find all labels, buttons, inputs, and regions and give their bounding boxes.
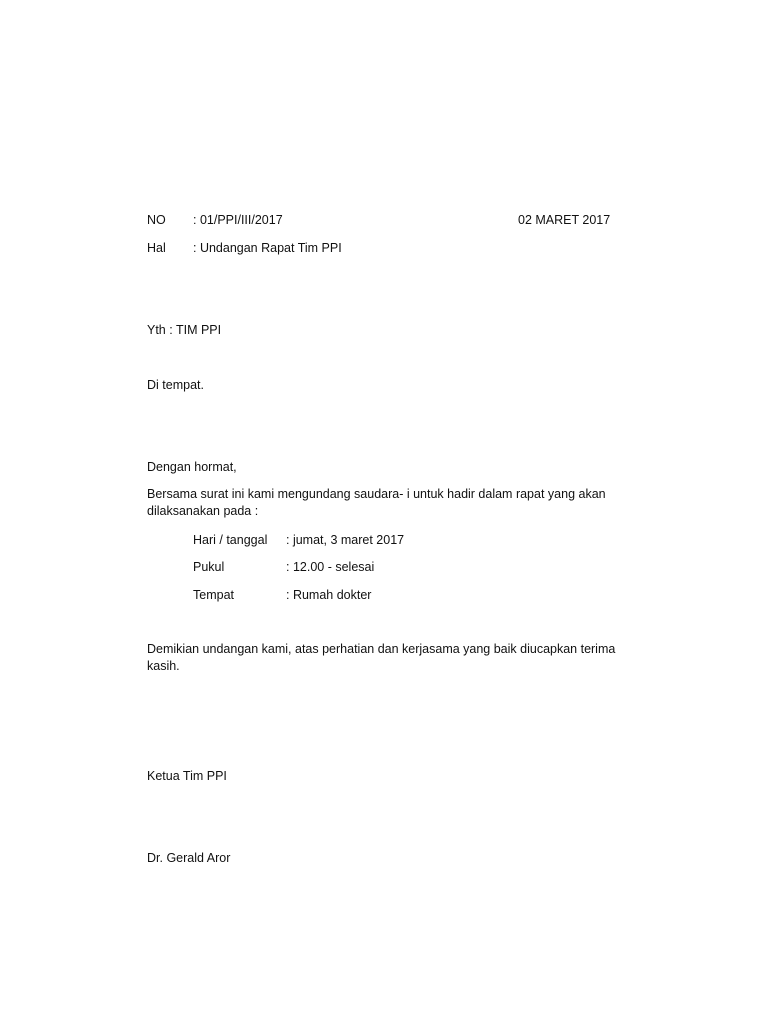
signature-name: Dr. Gerald Aror — [147, 851, 231, 865]
recipient-line: Yth : TIM PPI — [147, 323, 222, 337]
closing-paragraph: Demikian undangan kami, atas perhatian dan kerjasama yang baik diucapkan terima kasih. — [147, 642, 616, 673]
signature-title: Ketua Tim PPI — [147, 769, 227, 783]
intro-paragraph: Bersama surat ini kami mengundang saudara- i untuk hadir dalam rapat yang akan dilaksanakan pada : — [147, 487, 606, 518]
number-value: : 01/PPI/III/2017 — [193, 213, 283, 227]
detail-label-place: Tempat — [193, 588, 234, 602]
subject-label: Hal — [147, 241, 166, 255]
number-label: NO — [147, 213, 166, 227]
detail-value-time: : 12.00 - selesai — [286, 560, 375, 574]
recipient-place: Di tempat. — [147, 378, 204, 392]
subject-value: : Undangan Rapat Tim PPI — [193, 241, 342, 255]
detail-value-place: : Rumah dokter — [286, 588, 372, 602]
greeting: Dengan hormat, — [147, 460, 237, 474]
detail-value-date: : jumat, 3 maret 2017 — [286, 533, 405, 547]
detail-label-date: Hari / tanggal — [193, 533, 268, 547]
detail-label-time: Pukul — [193, 560, 225, 574]
letter-date: 02 MARET 2017 — [518, 213, 611, 227]
